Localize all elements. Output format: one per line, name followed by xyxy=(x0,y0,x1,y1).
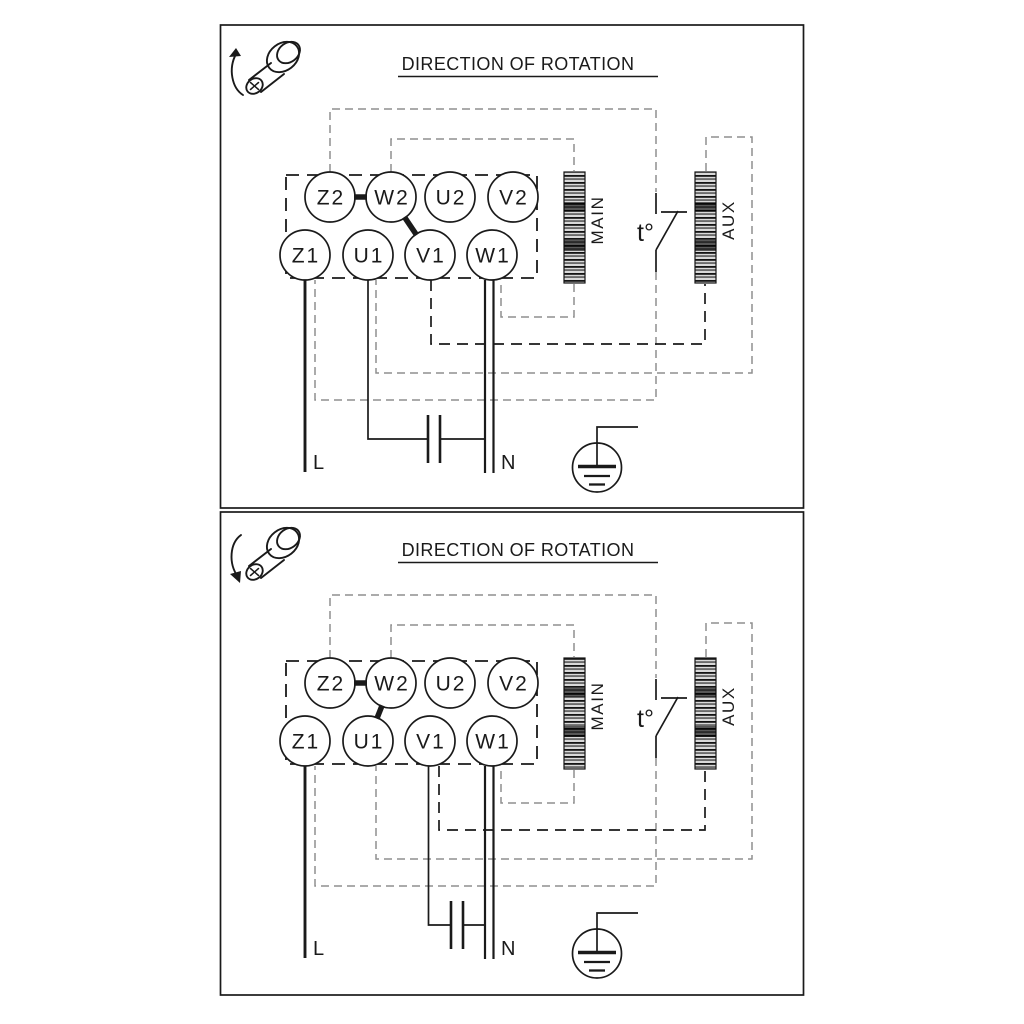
live-label: L xyxy=(313,452,325,474)
terminal-V2-label: V2 xyxy=(499,186,529,210)
terminal-U2-label: U2 xyxy=(435,672,467,696)
aux-winding-label: AUX xyxy=(719,200,738,240)
diagram-panel-2 xyxy=(221,512,804,995)
aux-winding-band xyxy=(695,688,716,697)
main-winding-band xyxy=(564,688,585,697)
aux-winding-band xyxy=(695,202,716,211)
main-winding-band xyxy=(564,240,585,251)
main-winding xyxy=(564,172,585,283)
main-winding-label: MAIN xyxy=(588,195,607,245)
diagram-panel-1 xyxy=(221,25,804,508)
neutral-label: N xyxy=(501,452,516,474)
terminal-V1-label: V1 xyxy=(416,244,446,268)
main-winding xyxy=(564,658,585,769)
terminal-Z2-label: Z2 xyxy=(316,186,346,210)
diagram-title: DIRECTION OF ROTATION xyxy=(401,54,635,74)
neutral-label: N xyxy=(501,938,516,960)
aux-winding-band xyxy=(695,240,716,251)
thermal-switch-label: t° xyxy=(637,705,654,733)
main-winding-band xyxy=(564,202,585,211)
main-winding-label: MAIN xyxy=(588,681,607,731)
terminal-Z1-label: Z1 xyxy=(291,244,321,268)
aux-winding-label: AUX xyxy=(719,686,738,726)
terminal-V1-label: V1 xyxy=(416,730,446,754)
terminal-W2-label: W2 xyxy=(374,672,410,696)
terminal-W1-label: W1 xyxy=(475,730,511,754)
terminal-U2-label: U2 xyxy=(435,186,467,210)
live-label: L xyxy=(313,938,325,960)
aux-winding xyxy=(695,658,716,769)
main-winding-band xyxy=(564,726,585,737)
terminal-U1-label: U1 xyxy=(353,730,385,754)
aux-winding-band xyxy=(695,726,716,737)
diagram-title: DIRECTION OF ROTATION xyxy=(401,540,635,560)
terminal-V2-label: V2 xyxy=(499,672,529,696)
terminal-U1-label: U1 xyxy=(353,244,385,268)
aux-winding xyxy=(695,172,716,283)
terminal-W1-label: W1 xyxy=(475,244,511,268)
thermal-switch-label: t° xyxy=(637,219,654,247)
terminal-Z1-label: Z1 xyxy=(291,730,321,754)
terminal-W2-label: W2 xyxy=(374,186,410,210)
terminal-Z2-label: Z2 xyxy=(316,672,346,696)
